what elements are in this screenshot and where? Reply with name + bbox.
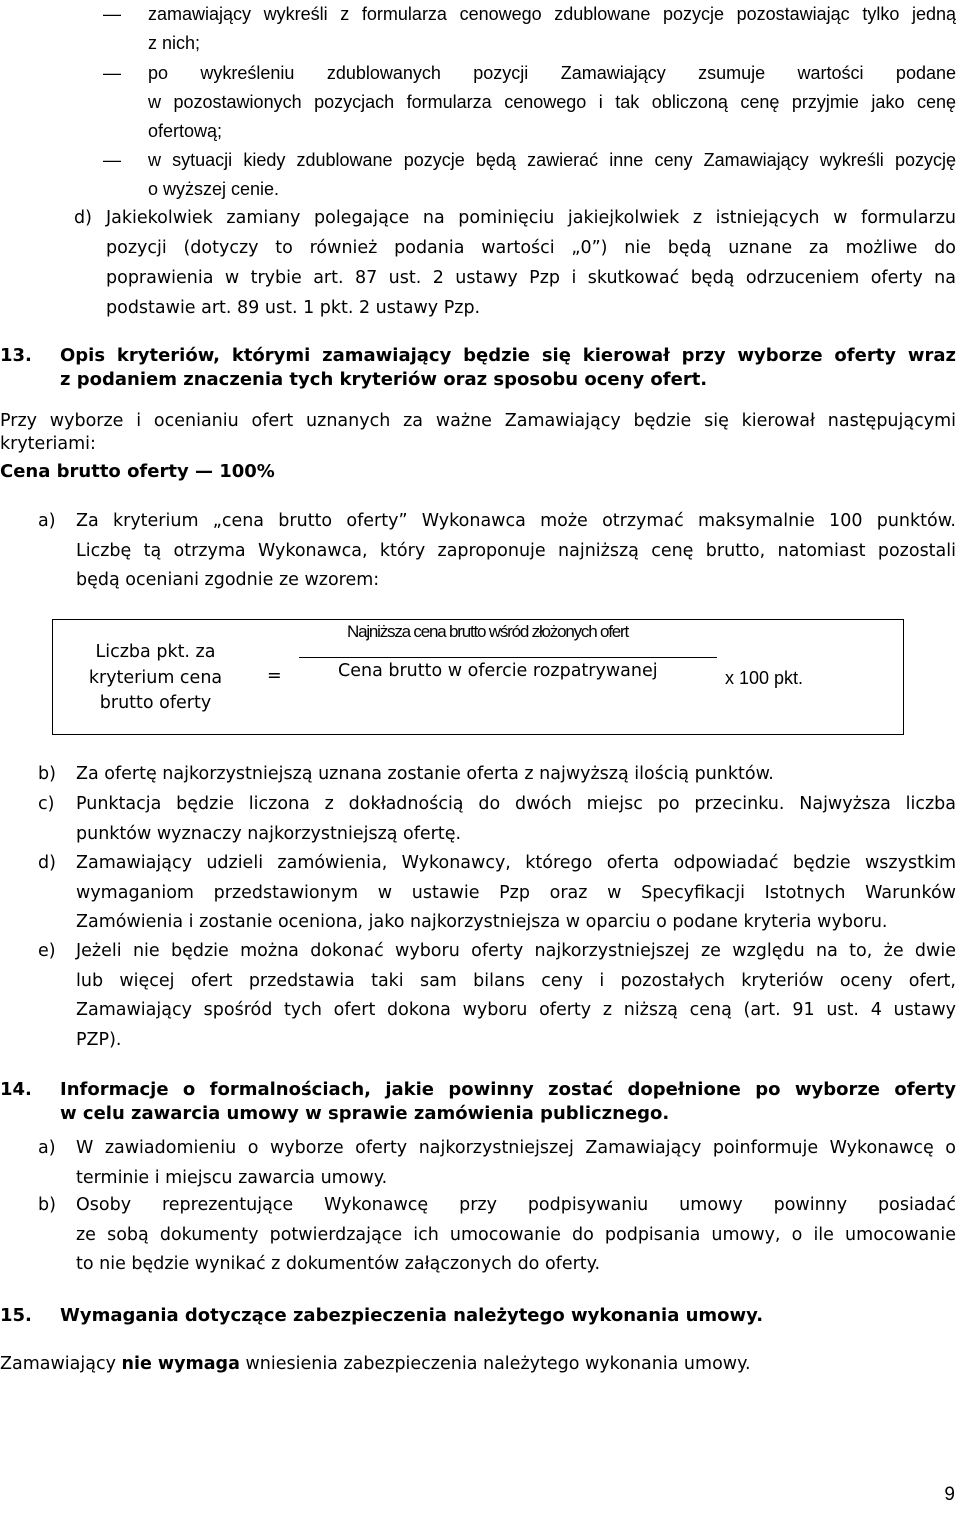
dash-item-line: z nich; (148, 33, 201, 53)
list-item-line: punktów wyznaczy najkorzystniejszą ofertę. (76, 823, 462, 844)
section-number: 14. (0, 1079, 32, 1100)
text-run: wniesienia zabezpieczenia należytego wykonania umowy. (239, 1354, 751, 1374)
dash-list-item (103, 59, 956, 146)
section-13-heading (0, 344, 956, 391)
list-item-line: Punktacja będzie liczona z dokładnością do dwóch miejsc po przecinku. Najwyższa liczba (76, 794, 956, 814)
heading-line: Opis kryteriów, którymi zamawiający będzie się kierował przy wyborze oferty wraz (60, 345, 956, 366)
formula-left-side (83, 640, 228, 717)
heading-line: Wymagania dotyczące zabezpieczenia należytego wykonania umowy. (60, 1305, 764, 1326)
list-item-line: Za ofertę najkorzystniejszą uznana zostanie oferta z najwyższą ilością punktów. (76, 764, 774, 784)
heading-line: w celu zawarcia umowy w sprawie zamówienia publicznego. (60, 1102, 670, 1124)
formula-multiplier: x 100 pkt. (725, 668, 804, 688)
list-item-line: Jakiekolwiek zamiany polegające na pominięciu jakiejkolwiek z istniejących w formularzu (106, 208, 956, 228)
dash-list-item (103, 0, 956, 58)
dash-item-line: o wyższej cenie. (148, 179, 280, 199)
dash-item-line: po wykreśleniu zdublowanych pozycji Zamawiający zsumuje wartości podane (148, 63, 956, 83)
list-item-line: będą oceniani zgodnie ze wzorem: (76, 570, 380, 590)
list-item-line: to nie będzie wynikać z dokumentów załączonych do oferty. (76, 1254, 601, 1274)
formula-equals: = (267, 666, 282, 686)
list-item-line: Za kryterium „cena brutto oferty” Wykonawca może otrzymać maksymalnie 100 punktów. (76, 511, 956, 531)
fraction-line (299, 657, 717, 658)
list-item-line: podstawie art. 89 ust. 1 pkt. 2 ustawy Pzp. (106, 298, 481, 318)
list-item-a (38, 1134, 956, 1193)
scoring-formula (52, 619, 904, 735)
text-emphasis: nie wymaga (121, 1354, 240, 1374)
formula-left-line: Liczba pkt. za (95, 642, 216, 662)
list-marker: a) (38, 1138, 56, 1158)
list-item-line: Jeżeli nie będzie można dokonać wyboru oferty najkorzystniejszej ze względu na to, że dwie (76, 941, 956, 961)
list-marker: b) (38, 764, 56, 784)
list-item-line: PZP). (76, 1029, 122, 1050)
formula-numerator: Najniższa cena brutto wśród złożonych ofert (347, 622, 629, 641)
section-number: 13. (0, 345, 32, 366)
list-item-d (38, 849, 956, 938)
section-15-heading (0, 1304, 956, 1328)
criterion-weight (0, 460, 956, 483)
list-item-line: ze sobą dokumenty potwierdzające ich umocowanie do podpisania umowy, o ile umocowanie (76, 1224, 956, 1245)
criterion-label: Cena brutto oferty — 100% (0, 461, 275, 482)
list-item-line: terminie i miejscu zawarcia umowy. (76, 1167, 388, 1188)
list-marker: a) (38, 511, 56, 531)
list-item-line: W zawiadomieniu o wyborze oferty najkorzystniejszej Zamawiający poinformuje Wykonawcę o (76, 1138, 956, 1158)
section-15-text (0, 1353, 956, 1376)
formula-left-line: kryterium cena (88, 667, 223, 688)
dash-marker: — (103, 63, 121, 83)
heading-line: z podaniem znaczenia tych kryteriów oraz sposobu oceny ofert. (60, 368, 708, 390)
list-item-line: Liczbę tą otrzyma Wykonawca, który zaproponuje najniższą cenę brutto, natomiast pozostali (76, 540, 956, 561)
formula-left-line: brutto oferty (99, 693, 212, 713)
section-14-heading (0, 1078, 956, 1125)
list-item-line: wymaganiom przedstawionym w ustawie Pzp oraz w Specyfikacji Istotnych Warunków (76, 882, 956, 903)
list-item-d-top (74, 203, 956, 323)
dash-marker: — (103, 150, 121, 170)
list-item-b (38, 760, 956, 790)
list-item-e (38, 937, 956, 1055)
list-item-line: Zamawiający spośród tych ofert dokona wyboru oferty z niższą ceną (art. 91 ust. 4 ustawy (76, 1000, 956, 1020)
section-13-intro (0, 410, 956, 456)
list-item-line: Osoby reprezentujące Wykonawcę przy podpisywaniu umowy powinny posiadać (76, 1195, 956, 1215)
list-item-a (38, 507, 956, 596)
list-item-b (38, 1191, 956, 1280)
section-number: 15. (0, 1305, 32, 1326)
formula-denominator: Cena brutto w ofercie rozpatrywanej (338, 661, 658, 681)
dash-item-line: zamawiający wykreśli z formularza cenowego zdublowane pozycje pozostawiając tylko jedną (148, 4, 956, 24)
list-item-line: lub więcej ofert przedstawia taki sam bilans ceny i pozostałych kryteriów oceny ofert, (76, 970, 956, 991)
list-item-line: pozycji (dotyczy to również podania wartości „0”) nie będą uznane za możliwe do (106, 238, 956, 258)
list-marker: d) (38, 853, 56, 873)
page-number: 9 (944, 1484, 955, 1505)
paragraph-line: kryteriami: (0, 434, 96, 454)
paragraph-line: Przy wyborze i ocenianiu ofert uznanych za ważne Zamawiający będzie się kierował następującymi (0, 411, 956, 431)
dash-item-line: w pozostawionych pozycjach formularza cenowego i tak obliczoną cenę przyjmie jako cenę (148, 92, 956, 112)
list-item-line: Zamawiający udzieli zamówienia, Wykonawcy, którego oferta odpowiadać będzie wszystkim (76, 853, 956, 873)
dash-marker: — (103, 4, 121, 24)
list-item-line: Zamówienia i zostanie oceniona, jako najkorzystniejsza w oparciu o podane kryteria wyboru. (76, 912, 888, 932)
list-marker: e) (38, 941, 56, 961)
text-run: Zamawiający (0, 1354, 122, 1374)
heading-line: Informacje o formalnościach, jakie powinny zostać dopełnione po wyborze oferty (60, 1079, 956, 1100)
list-item-line: poprawienia w trybie art. 87 ust. 2 ustawy Pzp i skutkować będą odrzuceniem oferty na (106, 268, 956, 288)
dash-list-item (103, 146, 956, 204)
list-marker: d) (74, 208, 92, 228)
dash-item-line: w sytuacji kiedy zdublowane pozycje będą zawierać inne ceny Zamawiający wykreśli pozycję (148, 150, 956, 170)
list-item-c (38, 790, 956, 849)
dash-item-line: ofertową; (148, 121, 223, 141)
list-marker: b) (38, 1195, 56, 1215)
list-marker: c) (38, 794, 55, 814)
